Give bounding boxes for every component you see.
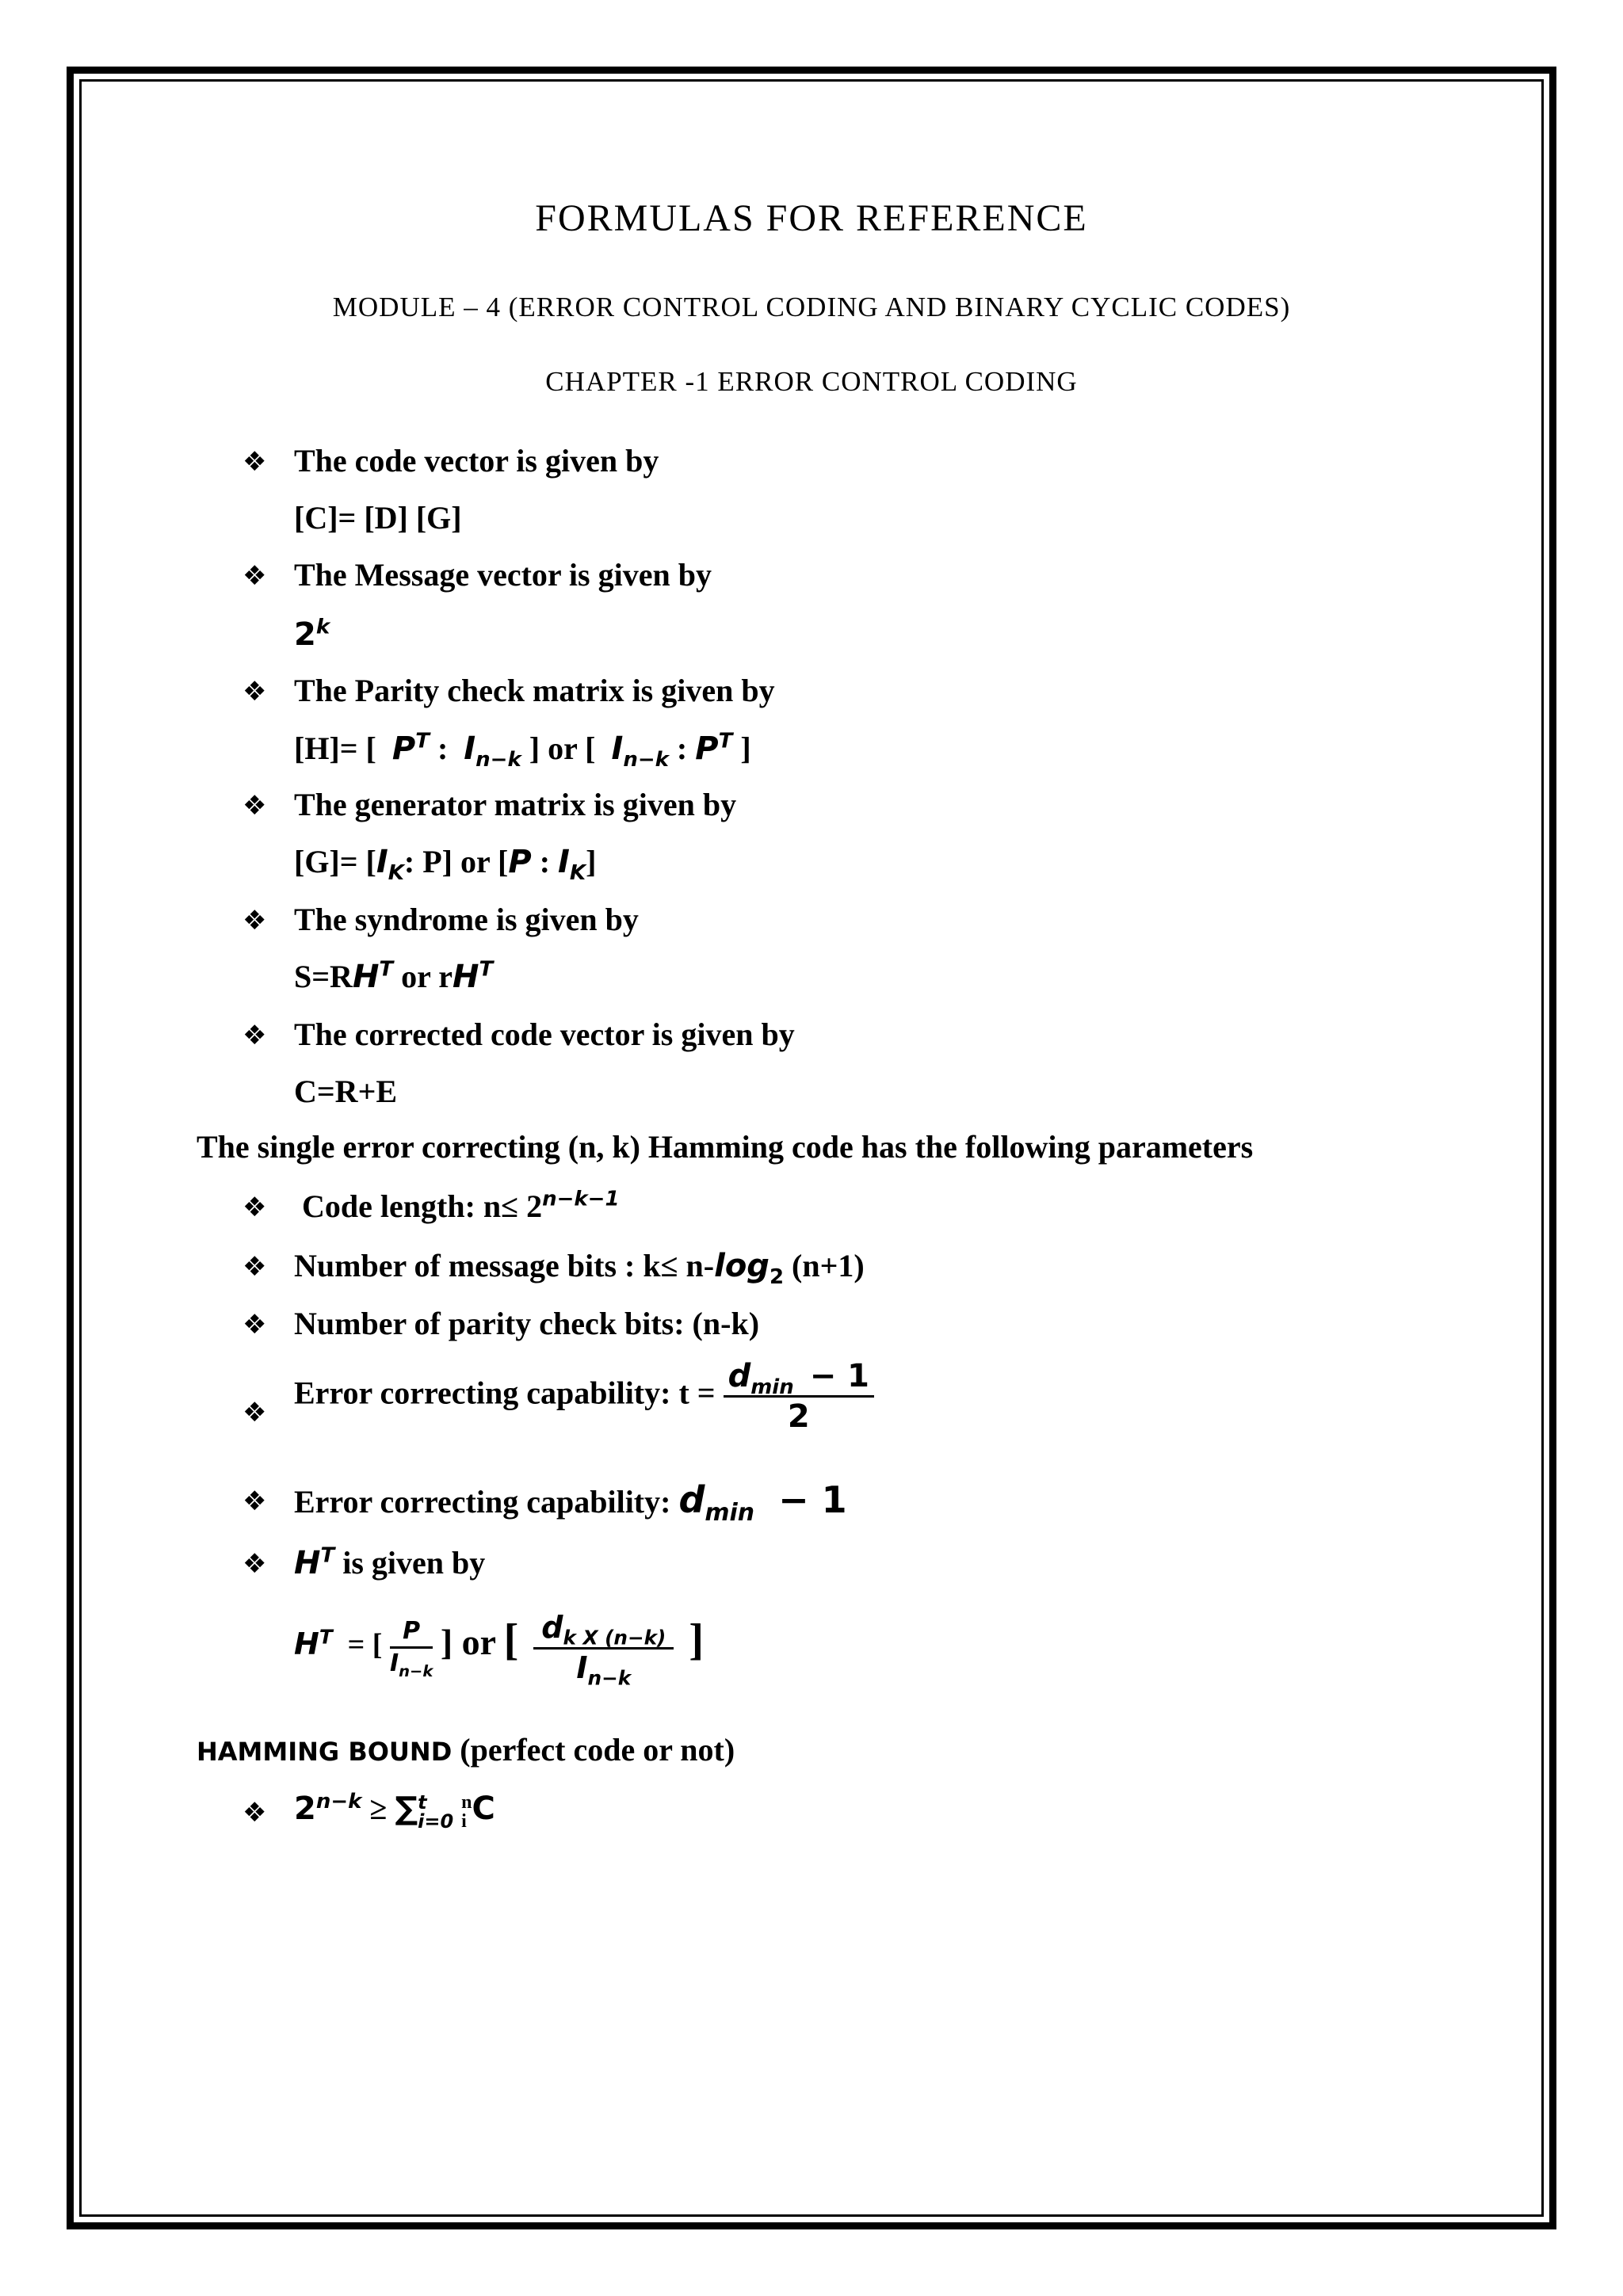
bullet-icon	[242, 1022, 266, 1050]
bullet-icon	[242, 448, 266, 476]
message-vector-label: The Message vector is given by	[294, 557, 712, 593]
bullet-icon	[242, 907, 266, 935]
bullet-icon	[242, 563, 266, 590]
bullet-icon	[242, 678, 266, 706]
code-length: Code length: $n\le 2^{n-k-1}$	[302, 1187, 620, 1224]
bullet-icon	[242, 1550, 266, 1578]
bullet-icon	[242, 1311, 266, 1339]
parity-matrix-label: The Parity check matrix is given by	[294, 673, 775, 708]
hamming-bound-formula: $2^{n-k}$ ≥ ∑ t i=0 n i C	[294, 1789, 495, 1833]
syndrome-formula: $S=RH^T$ or $rH^T$	[294, 957, 494, 995]
generator-matrix-formula: $[G]= [I_K$: P] or [P : $I_K$]	[294, 844, 597, 885]
corrected-code-formula: C=R+E	[294, 1074, 398, 1109]
parity-matrix-formula: [H]= [ $P^T$ : $I_{n-k}$ ] or [ $I_{n-k}$ : $P^T$ ]	[294, 729, 751, 772]
bullet-icon	[242, 1194, 266, 1222]
generator-matrix-label: The generator matrix is given by	[294, 787, 737, 822]
corrected-code-label: The corrected code vector is given by	[294, 1016, 795, 1052]
bullet-icon	[242, 1253, 266, 1281]
hamming-intro: The single error correcting (n, k) Hamming code has the following parameters	[197, 1129, 1254, 1165]
page-title: FORMULAS FOR REFERENCE	[535, 197, 1088, 239]
code-vector-label: The code vector is given by	[294, 443, 659, 479]
hamming-bound-heading: HAMMING BOUND (perfect code or not)	[197, 1732, 735, 1768]
bullet-icon	[242, 1799, 266, 1827]
bullet-icon	[242, 792, 266, 820]
ht-label: $H^T$ is given by	[294, 1543, 486, 1581]
t-fraction: $\frac{d_{min} - 1}{2}$	[724, 1360, 874, 1432]
bullet-icon	[242, 1488, 266, 1516]
chapter-heading: CHAPTER -1 ERROR CONTROL CODING	[545, 366, 1078, 397]
ht-fraction-p: $\frac{P}{I_{n-k}}$	[389, 1617, 433, 1680]
syndrome-label: The syndrome is given by	[294, 902, 639, 937]
code-vector-formula: [C]= [D] [G]	[294, 500, 462, 536]
ht-formula: $H^T$ = [ $\frac{P}{I_{n-k}}$ ] or [ $\frac{d_{k X (n-k)}}{I_{n-k}}$ ]	[294, 1610, 704, 1690]
bullet-icon	[242, 1399, 266, 1427]
parity-bits: Number of parity check bits: (n-k)	[294, 1306, 760, 1341]
message-bits: Number of message bits : $k\le n-\log_2$ (n+1)	[294, 1248, 865, 1289]
dmin-capability: Error correcting capability: $d_{min}$ − 1	[294, 1478, 847, 1527]
message-vector-formula: 2$^k$	[294, 615, 330, 653]
ht-fraction-d: $\frac{d_{k X (n-k)}}{I_{n-k}}$	[533, 1612, 674, 1683]
module-heading: MODULE – 4 (ERROR CONTROL CODING AND BINARY CYCLIC CODES)	[332, 292, 1291, 322]
t-capability: Error correcting capability: t = $\frac{d_{min} - 1}{2}$	[294, 1360, 874, 1432]
